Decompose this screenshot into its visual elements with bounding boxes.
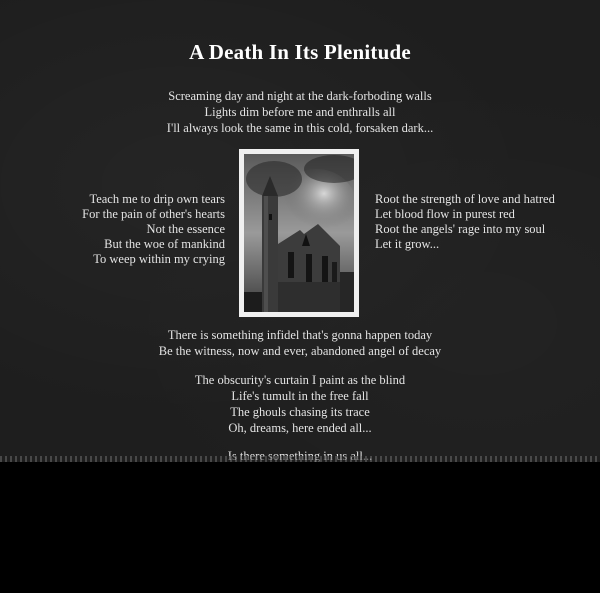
lyric-line: The obscurity's curtain I paint as the blind [194,373,406,387]
ruined-tower-image [244,154,354,312]
lyric-line: But the woe of mankind [104,237,225,251]
scan-edge [0,456,600,462]
stanza-1 [0,88,600,136]
stanza-left-column [40,192,225,267]
lyric-line: Teach me to drip own tears [89,192,225,206]
stanza-4 [0,372,600,436]
lyric-line: For the pain of other's hearts [82,207,225,221]
stanza-right-column [375,192,575,252]
lyric-line: Lights dim before me and enthralls all [204,105,396,119]
ruins-photo [239,149,359,317]
lyric-line: There is something infidel that's gonna happen today [167,328,433,342]
lyric-line: Root the strength of love and hatred [375,192,555,206]
lyric-line: Let it grow... [375,237,440,251]
lyric-line: Screaming day and night at the dark-forboding walls [168,89,432,103]
lyric-line: Root the angels' rage into my soul [375,222,546,236]
lyric-line: Be the witness, now and ever, abandoned angel of decay [158,344,442,358]
lyric-line: The ghouls chasing its trace [230,405,370,419]
lyric-line: I'll always look the same in this cold, forsaken dark... [166,121,434,135]
lyric-line: To weep within my crying [93,252,225,266]
stanza-3 [0,327,600,359]
lyric-line: Oh, dreams, here ended all... [228,421,372,435]
lyric-line: Life's tumult in the free fall [231,389,369,403]
song-title: A Death In Its Plenitude [189,40,411,64]
lyric-line: Let blood flow in purest red [375,207,515,221]
lyric-line: Not the essence [146,222,225,236]
